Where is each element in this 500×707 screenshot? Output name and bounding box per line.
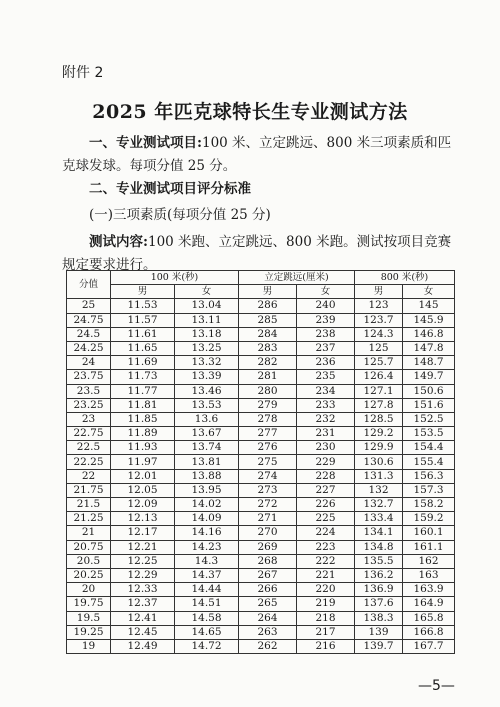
male-100m-cell: 11.53: [111, 299, 175, 313]
female-800m-cell: 150.6: [403, 384, 455, 398]
female-100m-cell: 14.16: [175, 526, 239, 540]
female-800m-cell: 145: [403, 299, 455, 313]
score-cell: 20.75: [67, 540, 111, 554]
male-100m-cell: 12.33: [111, 583, 175, 597]
document-title: 2025 年匹克球特长生专业测试方法: [92, 101, 408, 123]
female-jump-cell: 231: [297, 427, 355, 441]
female-100m-cell: 13.46: [175, 384, 239, 398]
table-row: [67, 483, 455, 497]
male-800m-cell: 136.2: [355, 568, 403, 582]
female-800m-cell: 149.7: [403, 370, 455, 384]
male-100m-cell: 12.21: [111, 540, 175, 554]
female-jump-cell: 220: [297, 583, 355, 597]
section-1-heading: 一、专业测试项目:: [89, 135, 202, 151]
female-100m-cell: 13.81: [175, 455, 239, 469]
female-jump-cell: 228: [297, 469, 355, 483]
score-cell: 24: [67, 356, 111, 370]
score-cell: 21.5: [67, 498, 111, 512]
subsection-1-heading: (一)三项素质(每项分值 25 分): [89, 207, 271, 223]
male-100m-cell: 11.81: [111, 398, 175, 412]
female-100m-cell: 13.53: [175, 398, 239, 412]
male-jump-cell: 262: [239, 639, 297, 653]
female-jump-cell: 218: [297, 611, 355, 625]
female-jump-cell: 237: [297, 341, 355, 355]
male-jump-cell: 266: [239, 583, 297, 597]
subheader-female: 女: [403, 285, 455, 299]
female-800m-cell: 160.1: [403, 526, 455, 540]
female-jump-cell: 233: [297, 398, 355, 412]
male-jump-cell: 267: [239, 568, 297, 582]
subheader-male: 男: [111, 285, 175, 299]
female-jump-cell: 223: [297, 540, 355, 554]
male-800m-cell: 132: [355, 483, 403, 497]
female-800m-cell: 159.2: [403, 512, 455, 526]
score-cell: 19.75: [67, 597, 111, 611]
female-100m-cell: 14.44: [175, 583, 239, 597]
subheader-female: 女: [175, 285, 239, 299]
table-row: [67, 526, 455, 540]
male-100m-cell: 11.57: [111, 313, 175, 327]
female-800m-cell: 157.3: [403, 483, 455, 497]
female-800m-cell: 154.4: [403, 441, 455, 455]
male-jump-cell: 274: [239, 469, 297, 483]
female-jump-cell: 225: [297, 512, 355, 526]
female-800m-cell: 156.3: [403, 469, 455, 483]
male-100m-cell: 11.89: [111, 427, 175, 441]
score-cell: 22.5: [67, 441, 111, 455]
table-row: [67, 356, 455, 370]
female-100m-cell: 13.32: [175, 356, 239, 370]
scoring-table: [66, 270, 455, 654]
female-800m-cell: 166.8: [403, 625, 455, 639]
female-100m-cell: 13.04: [175, 299, 239, 313]
female-100m-cell: 13.18: [175, 327, 239, 341]
male-100m-cell: 11.85: [111, 412, 175, 426]
male-100m-cell: 11.97: [111, 455, 175, 469]
female-jump-cell: 222: [297, 554, 355, 568]
table-row: [67, 441, 455, 455]
male-100m-cell: 12.25: [111, 554, 175, 568]
male-100m-cell: 12.41: [111, 611, 175, 625]
score-cell: 19.5: [67, 611, 111, 625]
score-cell: 22.75: [67, 427, 111, 441]
female-jump-cell: 229: [297, 455, 355, 469]
male-800m-cell: 134.1: [355, 526, 403, 540]
female-100m-cell: 13.6: [175, 412, 239, 426]
table-row: [67, 625, 455, 639]
female-800m-cell: 152.5: [403, 412, 455, 426]
male-100m-cell: 12.13: [111, 512, 175, 526]
group-header-100m: 100 米(秒): [111, 271, 239, 285]
female-100m-cell: 13.67: [175, 427, 239, 441]
score-cell: 24.75: [67, 313, 111, 327]
female-800m-cell: 167.7: [403, 639, 455, 653]
group-header-long-jump: 立定跳远(厘米): [239, 271, 355, 285]
male-800m-cell: 127.8: [355, 398, 403, 412]
male-100m-cell: 12.01: [111, 469, 175, 483]
table-row: [67, 554, 455, 568]
table-row: [67, 299, 455, 313]
male-jump-cell: 263: [239, 625, 297, 639]
table-row: [67, 313, 455, 327]
male-100m-cell: 12.09: [111, 498, 175, 512]
male-100m-cell: 12.37: [111, 597, 175, 611]
male-800m-cell: 139.7: [355, 639, 403, 653]
table-row: [67, 327, 455, 341]
score-cell: 21.75: [67, 483, 111, 497]
female-100m-cell: 14.65: [175, 625, 239, 639]
male-jump-cell: 273: [239, 483, 297, 497]
male-100m-cell: 11.69: [111, 356, 175, 370]
male-800m-cell: 138.3: [355, 611, 403, 625]
score-cell: 23.75: [67, 370, 111, 384]
female-jump-cell: 221: [297, 568, 355, 582]
table-row: [67, 427, 455, 441]
score-cell: 24.25: [67, 341, 111, 355]
male-100m-cell: 12.29: [111, 568, 175, 582]
table-row: [67, 568, 455, 582]
male-jump-cell: 276: [239, 441, 297, 455]
female-800m-cell: 162: [403, 554, 455, 568]
male-800m-cell: 129.9: [355, 441, 403, 455]
table-row: [67, 540, 455, 554]
score-cell: 19: [67, 639, 111, 653]
section-1-text: 100 米、立定跳远、800 米三项素质和匹克球发球。每项分值 25 分。: [62, 135, 452, 174]
male-800m-cell: 133.4: [355, 512, 403, 526]
male-jump-cell: 264: [239, 611, 297, 625]
female-100m-cell: 14.02: [175, 498, 239, 512]
table-row: [67, 398, 455, 412]
female-jump-cell: 240: [297, 299, 355, 313]
score-cell: 22.25: [67, 455, 111, 469]
test-content-label: 测试内容:: [89, 234, 148, 250]
male-jump-cell: 275: [239, 455, 297, 469]
table-row: [67, 611, 455, 625]
female-jump-cell: 217: [297, 625, 355, 639]
male-100m-cell: 12.05: [111, 483, 175, 497]
score-column-header: 分值: [67, 271, 111, 299]
female-jump-cell: 224: [297, 526, 355, 540]
male-jump-cell: 271: [239, 512, 297, 526]
female-100m-cell: 13.39: [175, 370, 239, 384]
male-100m-cell: 12.45: [111, 625, 175, 639]
female-100m-cell: 13.11: [175, 313, 239, 327]
male-800m-cell: 124.3: [355, 327, 403, 341]
female-100m-cell: 13.95: [175, 483, 239, 497]
score-cell: 21.25: [67, 512, 111, 526]
male-800m-cell: 137.6: [355, 597, 403, 611]
score-cell: 20.25: [67, 568, 111, 582]
male-800m-cell: 129.2: [355, 427, 403, 441]
female-100m-cell: 14.37: [175, 568, 239, 582]
male-jump-cell: 270: [239, 526, 297, 540]
female-100m-cell: 13.25: [175, 341, 239, 355]
female-800m-cell: 148.7: [403, 356, 455, 370]
score-cell: 24.5: [67, 327, 111, 341]
female-800m-cell: 158.2: [403, 498, 455, 512]
table-body: [67, 299, 455, 654]
subheader-male: 男: [239, 285, 297, 299]
table-row: [67, 412, 455, 426]
male-800m-cell: 128.5: [355, 412, 403, 426]
male-jump-cell: 269: [239, 540, 297, 554]
table-header-row: [67, 271, 455, 285]
female-jump-cell: 216: [297, 639, 355, 653]
attachment-label: 附件 2: [62, 65, 104, 81]
female-100m-cell: 14.58: [175, 611, 239, 625]
male-800m-cell: 132.7: [355, 498, 403, 512]
table-row: [67, 341, 455, 355]
male-jump-cell: 279: [239, 398, 297, 412]
table-row: [67, 639, 455, 653]
female-100m-cell: 14.3: [175, 554, 239, 568]
female-jump-cell: 238: [297, 327, 355, 341]
score-cell: 22: [67, 469, 111, 483]
male-jump-cell: 268: [239, 554, 297, 568]
male-jump-cell: 277: [239, 427, 297, 441]
score-cell: 20: [67, 583, 111, 597]
female-800m-cell: 163.9: [403, 583, 455, 597]
male-800m-cell: 134.8: [355, 540, 403, 554]
male-800m-cell: 130.6: [355, 455, 403, 469]
male-100m-cell: 11.77: [111, 384, 175, 398]
female-800m-cell: 147.8: [403, 341, 455, 355]
male-100m-cell: 11.61: [111, 327, 175, 341]
score-cell: 19.25: [67, 625, 111, 639]
female-100m-cell: 14.51: [175, 597, 239, 611]
male-100m-cell: 12.17: [111, 526, 175, 540]
table-subheader-row: [67, 285, 455, 299]
group-header-800m: 800 米(秒): [355, 271, 455, 285]
male-100m-cell: 11.93: [111, 441, 175, 455]
male-jump-cell: 286: [239, 299, 297, 313]
male-100m-cell: 11.65: [111, 341, 175, 355]
table-row: [67, 455, 455, 469]
male-jump-cell: 285: [239, 313, 297, 327]
female-800m-cell: 161.1: [403, 540, 455, 554]
female-800m-cell: 145.9: [403, 313, 455, 327]
female-800m-cell: 163: [403, 568, 455, 582]
female-100m-cell: 14.23: [175, 540, 239, 554]
female-jump-cell: 234: [297, 384, 355, 398]
score-cell: 23.25: [67, 398, 111, 412]
male-800m-cell: 125: [355, 341, 403, 355]
female-800m-cell: 153.5: [403, 427, 455, 441]
female-jump-cell: 219: [297, 597, 355, 611]
male-100m-cell: 11.73: [111, 370, 175, 384]
female-800m-cell: 151.6: [403, 398, 455, 412]
male-800m-cell: 127.1: [355, 384, 403, 398]
male-800m-cell: 125.7: [355, 356, 403, 370]
male-800m-cell: 131.3: [355, 469, 403, 483]
score-cell: 23: [67, 412, 111, 426]
table-row: [67, 583, 455, 597]
subheader-female: 女: [297, 285, 355, 299]
female-jump-cell: 232: [297, 412, 355, 426]
male-jump-cell: 281: [239, 370, 297, 384]
female-100m-cell: 13.88: [175, 469, 239, 483]
subheader-male: 男: [355, 285, 403, 299]
male-jump-cell: 278: [239, 412, 297, 426]
table-row: [67, 469, 455, 483]
female-100m-cell: 14.09: [175, 512, 239, 526]
female-jump-cell: 236: [297, 356, 355, 370]
female-jump-cell: 227: [297, 483, 355, 497]
table-row: [67, 370, 455, 384]
section-1-paragraph: [62, 132, 454, 178]
section-2-heading: 二、专业测试项目评分标准: [89, 181, 251, 197]
male-800m-cell: 139: [355, 625, 403, 639]
male-800m-cell: 123: [355, 299, 403, 313]
table-row: [67, 512, 455, 526]
male-800m-cell: 123.7: [355, 313, 403, 327]
female-jump-cell: 230: [297, 441, 355, 455]
male-jump-cell: 280: [239, 384, 297, 398]
male-jump-cell: 284: [239, 327, 297, 341]
test-content-text: 100 米跑、立定跳远、800 米跑。测试按项目竞赛规定要求进行。: [62, 234, 452, 273]
male-jump-cell: 272: [239, 498, 297, 512]
male-800m-cell: 136.9: [355, 583, 403, 597]
male-jump-cell: 282: [239, 356, 297, 370]
female-100m-cell: 14.72: [175, 639, 239, 653]
score-cell: 21: [67, 526, 111, 540]
male-800m-cell: 126.4: [355, 370, 403, 384]
female-800m-cell: 165.8: [403, 611, 455, 625]
male-jump-cell: 283: [239, 341, 297, 355]
score-cell: 25: [67, 299, 111, 313]
female-800m-cell: 155.4: [403, 455, 455, 469]
table-row: [67, 597, 455, 611]
score-cell: 23.5: [67, 384, 111, 398]
male-100m-cell: 12.49: [111, 639, 175, 653]
female-100m-cell: 13.74: [175, 441, 239, 455]
female-800m-cell: 146.8: [403, 327, 455, 341]
table-row: [67, 384, 455, 398]
table-row: [67, 498, 455, 512]
female-jump-cell: 226: [297, 498, 355, 512]
male-800m-cell: 135.5: [355, 554, 403, 568]
male-jump-cell: 265: [239, 597, 297, 611]
female-jump-cell: 239: [297, 313, 355, 327]
female-800m-cell: 164.9: [403, 597, 455, 611]
page-number: —5—: [418, 678, 455, 694]
female-jump-cell: 235: [297, 370, 355, 384]
score-cell: 20.5: [67, 554, 111, 568]
